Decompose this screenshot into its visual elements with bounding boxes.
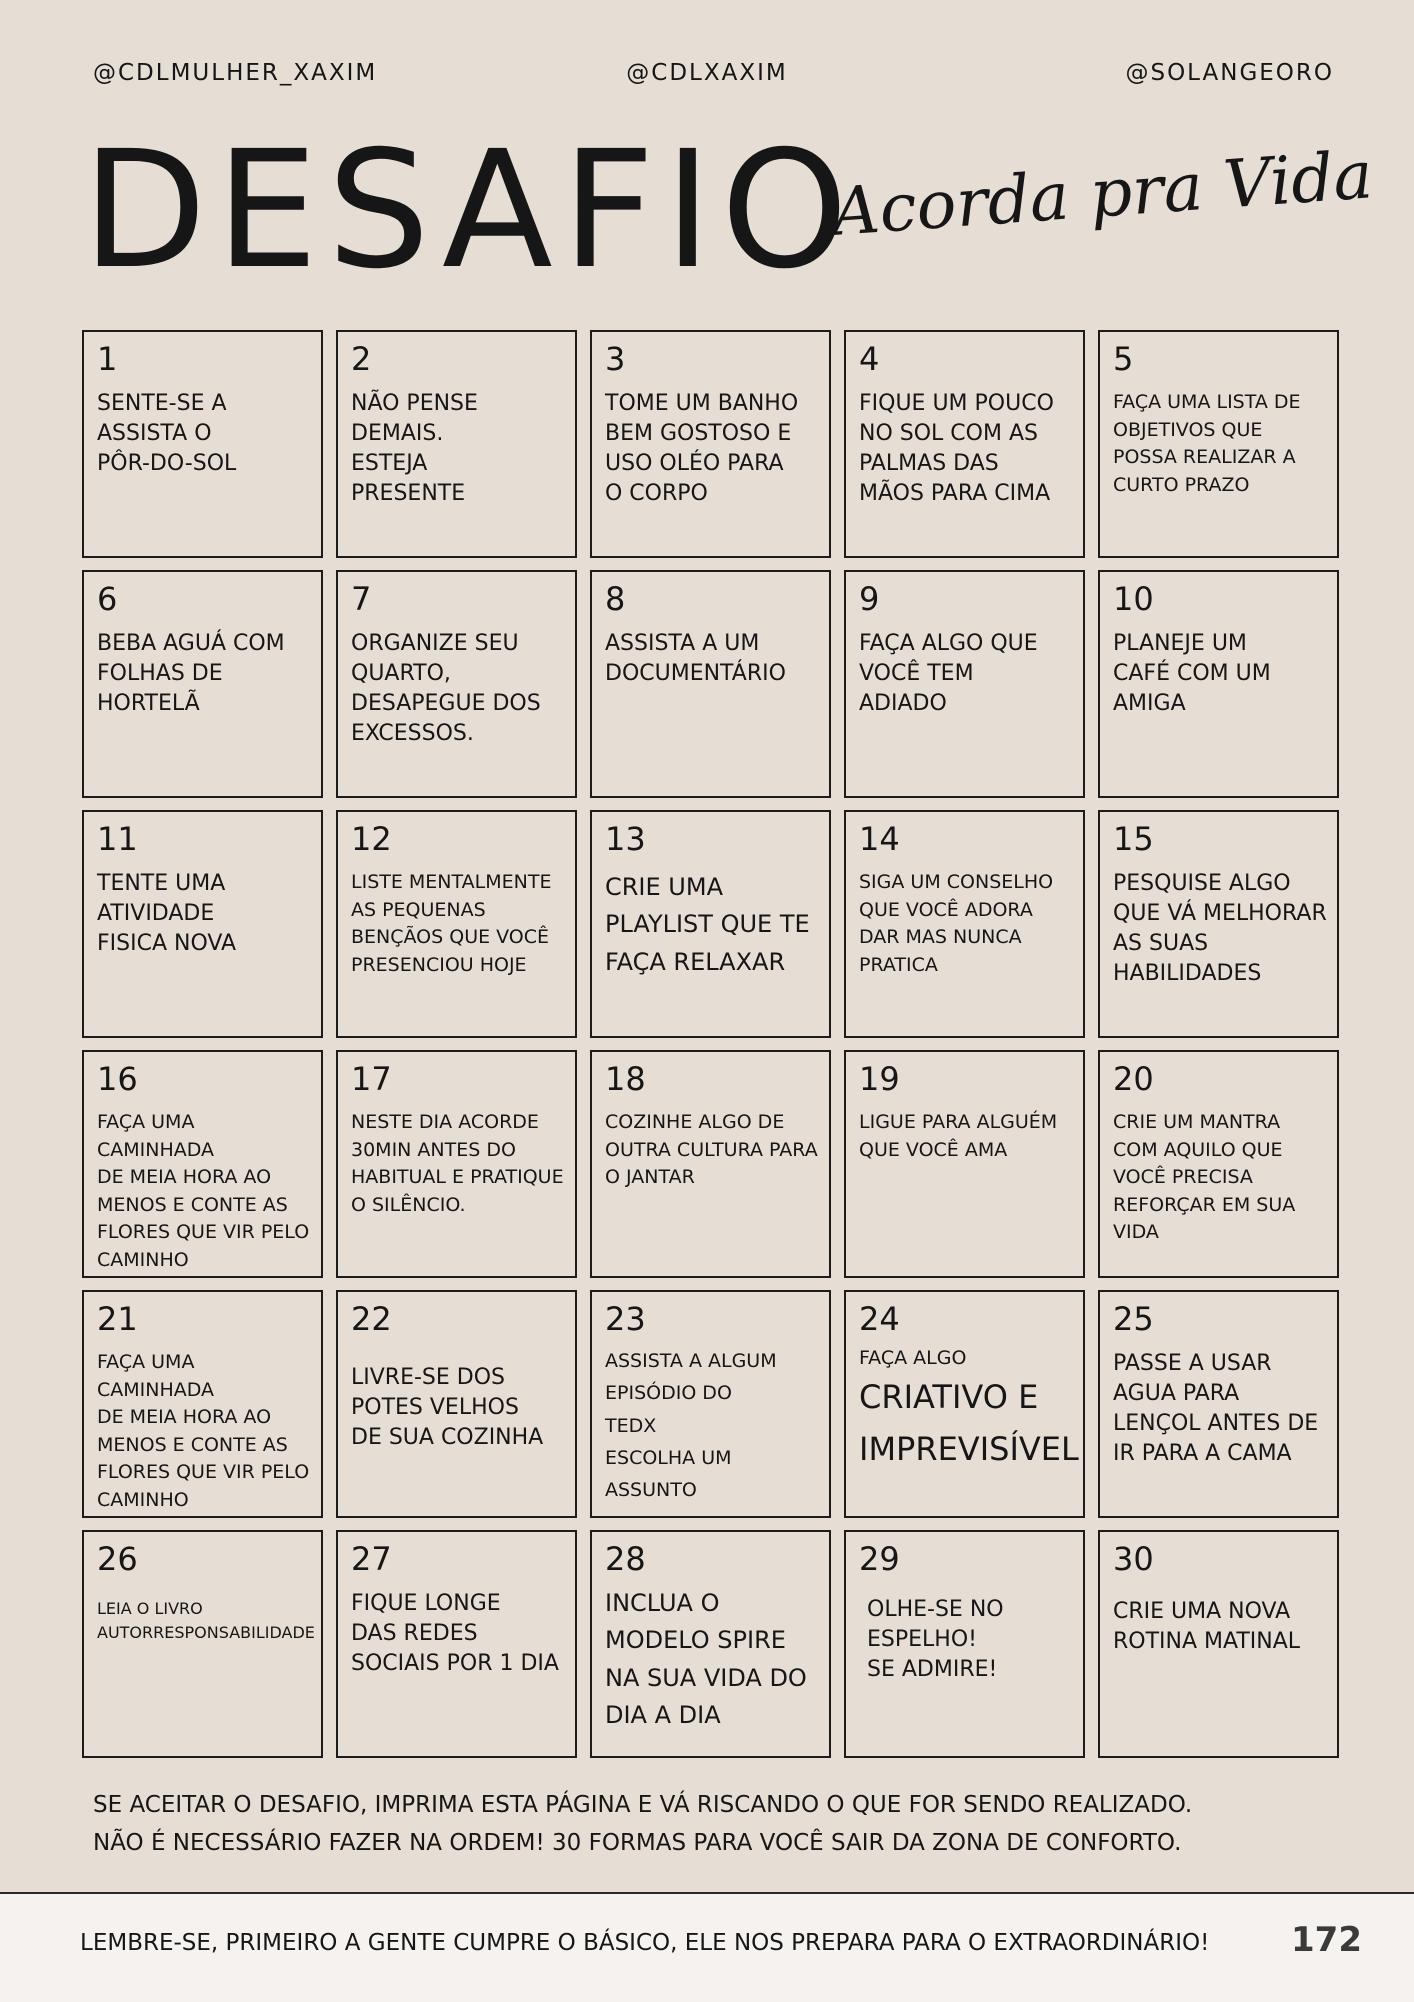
challenge-number: 28 [605, 1540, 646, 1578]
challenge-card [336, 570, 577, 798]
challenge-card [844, 810, 1085, 1038]
challenge-text: PASSE A USAR AGUA PARA LENÇOL ANTES DE IR PARA A CAMA [1113, 1351, 1319, 1466]
challenge-number: 2 [351, 340, 372, 378]
handle-cdlxaxim: @CDLXAXIM [626, 60, 788, 86]
challenge-number: 19 [859, 1060, 900, 1098]
challenge-text: ASSISTA A ALGUM EPISÓDIO DO TEDX ESCOLHA UM ASSUNTO [605, 1350, 777, 1502]
challenge-text: CRIE UMA PLAYLIST QUE TE FAÇA RELAXAR [605, 873, 810, 976]
challenge-number: 3 [605, 340, 626, 378]
challenge-card [82, 570, 323, 798]
page-subtitle: Acorda pra Vida [829, 136, 1376, 251]
challenge-number: 6 [97, 580, 118, 618]
challenge-card [82, 1290, 323, 1518]
challenge-card [590, 1050, 831, 1278]
challenge-card [336, 1290, 577, 1518]
challenge-number: 13 [605, 820, 646, 858]
challenge-text: FAÇA ALGO [859, 1347, 967, 1370]
challenge-card [1098, 1050, 1339, 1278]
challenge-number: 18 [605, 1060, 646, 1098]
challenge-text: CRIE UMA NOVA ROTINA MATINAL [1113, 1599, 1301, 1655]
challenge-grid [82, 330, 1339, 1758]
challenge-text: FAÇA UMA LISTA DE OBJETIVOS QUE POSSA REALIZAR A CURTO PRAZO [1113, 391, 1301, 496]
challenge-text: BEBA AGUÁ COM FOLHAS DE HORTELÃ [97, 631, 285, 716]
challenge-number: 4 [859, 340, 880, 378]
challenge-number: 7 [351, 580, 372, 618]
challenge-number: 26 [97, 1540, 138, 1578]
challenge-number: 1 [97, 340, 118, 378]
challenge-text: OLHE-SE NO ESPELHO! SE ADMIRE! [867, 1597, 1004, 1682]
challenge-number: 11 [97, 820, 138, 858]
challenge-text: FAÇA ALGO QUE VOCÊ TEM ADIADO [859, 631, 1038, 716]
challenge-text: SENTE-SE A ASSISTA O PÔR-DO-SOL [97, 391, 237, 476]
challenge-number: 16 [97, 1060, 138, 1098]
challenge-card [336, 810, 577, 1038]
challenge-card [82, 1050, 323, 1278]
challenge-card [1098, 810, 1339, 1038]
challenge-number: 10 [1113, 580, 1154, 618]
challenge-card [82, 330, 323, 558]
challenge-highlight: CRIATIVO E IMPREVISÍVEL [859, 1377, 1079, 1468]
challenge-card [844, 330, 1085, 558]
challenge-text: CRIE UM MANTRA COM AQUILO QUE VOCÊ PRECISA REFORÇAR EM SUA VIDA [1113, 1111, 1296, 1244]
challenge-text: FAÇA UMA CAMINHADA DE MEIA HORA AO MENOS E CONTE AS FLORES QUE VIR PELO CAMINHO [97, 1351, 310, 1511]
challenge-text: LIGUE PARA ALGUÉM QUE VOCÊ AMA [859, 1111, 1058, 1161]
challenge-number: 14 [859, 820, 900, 858]
challenge-text: FIQUE LONGE DAS REDES SOCIAIS POR 1 DIA [351, 1591, 559, 1676]
challenge-card [336, 1530, 577, 1758]
challenge-card [336, 1050, 577, 1278]
challenge-text: ASSISTA A UM DOCUMENTÁRIO [605, 631, 786, 687]
challenge-card [1098, 1530, 1339, 1758]
challenge-text: TENTE UMA ATIVIDADE FISICA NOVA [97, 871, 237, 956]
challenge-card [1098, 330, 1339, 558]
social-handles [0, 60, 1414, 90]
challenge-card [844, 1050, 1085, 1278]
challenge-number: 8 [605, 580, 626, 618]
challenge-number: 5 [1113, 340, 1134, 378]
challenge-card [82, 1530, 323, 1758]
challenge-number: 15 [1113, 820, 1154, 858]
challenge-text: LEIA O LIVRO AUTORRESPONSABILIDADE [97, 1599, 315, 1643]
footer [0, 1892, 1414, 2002]
challenge-number: 30 [1113, 1540, 1154, 1578]
challenge-number: 24 [859, 1300, 900, 1338]
challenge-card [82, 810, 323, 1038]
challenge-text: INCLUA O MODELO SPIRE NA SUA VIDA DO DIA A DIA [605, 1589, 807, 1729]
challenge-number: 12 [351, 820, 392, 858]
challenge-number: 23 [605, 1300, 646, 1338]
challenge-card [844, 1290, 1085, 1518]
challenge-number: 27 [351, 1540, 392, 1578]
challenge-text: ORGANIZE SEU QUARTO, DESAPEGUE DOS EXCESSOS. [351, 631, 541, 746]
challenge-card [590, 570, 831, 798]
handle-solangeoro: @SOLANGEORO [1125, 60, 1334, 86]
challenge-number: 25 [1113, 1300, 1154, 1338]
challenge-text: TOME UM BANHO BEM GOSTOSO E USO OLÉO PARA O CORPO [605, 391, 799, 506]
challenge-number: 17 [351, 1060, 392, 1098]
challenge-text: PESQUISE ALGO QUE VÁ MELHORAR AS SUAS HABILIDADES [1113, 871, 1327, 986]
challenge-text: COZINHE ALGO DE OUTRA CULTURA PARA O JANTAR [605, 1111, 818, 1189]
challenge-card [590, 1530, 831, 1758]
page-title: DESAFIO [82, 117, 858, 305]
challenge-card [336, 330, 577, 558]
challenge-card [844, 570, 1085, 798]
challenge-card [590, 330, 831, 558]
challenge-text: NÃO PENSE DEMAIS. ESTEJA PRESENTE [351, 391, 478, 506]
challenge-number: 21 [97, 1300, 138, 1338]
page-number: 172 [1291, 1920, 1362, 1960]
handle-cdlmulher: @CDLMULHER_XAXIM [93, 60, 378, 86]
challenge-text: LISTE MENTALMENTE AS PEQUENAS BENÇÃOS QUE VOCÊ PRESENCIOU HOJE [351, 871, 552, 976]
challenge-number: 9 [859, 580, 880, 618]
challenge-card [590, 810, 831, 1038]
challenge-card [590, 1290, 831, 1518]
challenge-text: LIVRE-SE DOS POTES VELHOS DE SUA COZINHA [351, 1365, 544, 1450]
challenge-number: 22 [351, 1300, 392, 1338]
challenge-text: SIGA UM CONSELHO QUE VOCÊ ADORA DAR MAS NUNCA PRATICA [859, 871, 1054, 976]
challenge-text: FIQUE UM POUCO NO SOL COM AS PALMAS DAS MÃOS PARA CIMA [859, 391, 1054, 506]
challenge-card [1098, 570, 1339, 798]
challenge-text: NESTE DIA ACORDE 30MIN ANTES DO HABITUAL E PRATIQUE O SILÊNCIO. [351, 1111, 564, 1216]
challenge-instructions: SE ACEITAR O DESAFIO, IMPRIMA ESTA PÁGINA E VÁ RISCANDO O QUE FOR SENDO REALIZADO. NÃO É NECESSÁRIO FAZER NA ORDEM! 30 FORMAS PARA VOCÊ SAIR DA ZONA DE CONFORTO. [93, 1792, 1193, 1856]
challenge-text: FAÇA UMA CAMINHADA DE MEIA HORA AO MENOS E CONTE AS FLORES QUE VIR PELO CAMINHO [97, 1111, 310, 1271]
footer-quote: LEMBRE-SE, PRIMEIRO A GENTE CUMPRE O BÁSICO, ELE NOS PREPARA PARA O EXTRAORDINÁRIO! [80, 1930, 1210, 1956]
challenge-text: PLANEJE UM CAFÉ COM UM AMIGA [1113, 631, 1271, 716]
challenge-card [1098, 1290, 1339, 1518]
challenge-number: 29 [859, 1540, 900, 1578]
challenge-card [844, 1530, 1085, 1758]
challenge-number: 20 [1113, 1060, 1154, 1098]
